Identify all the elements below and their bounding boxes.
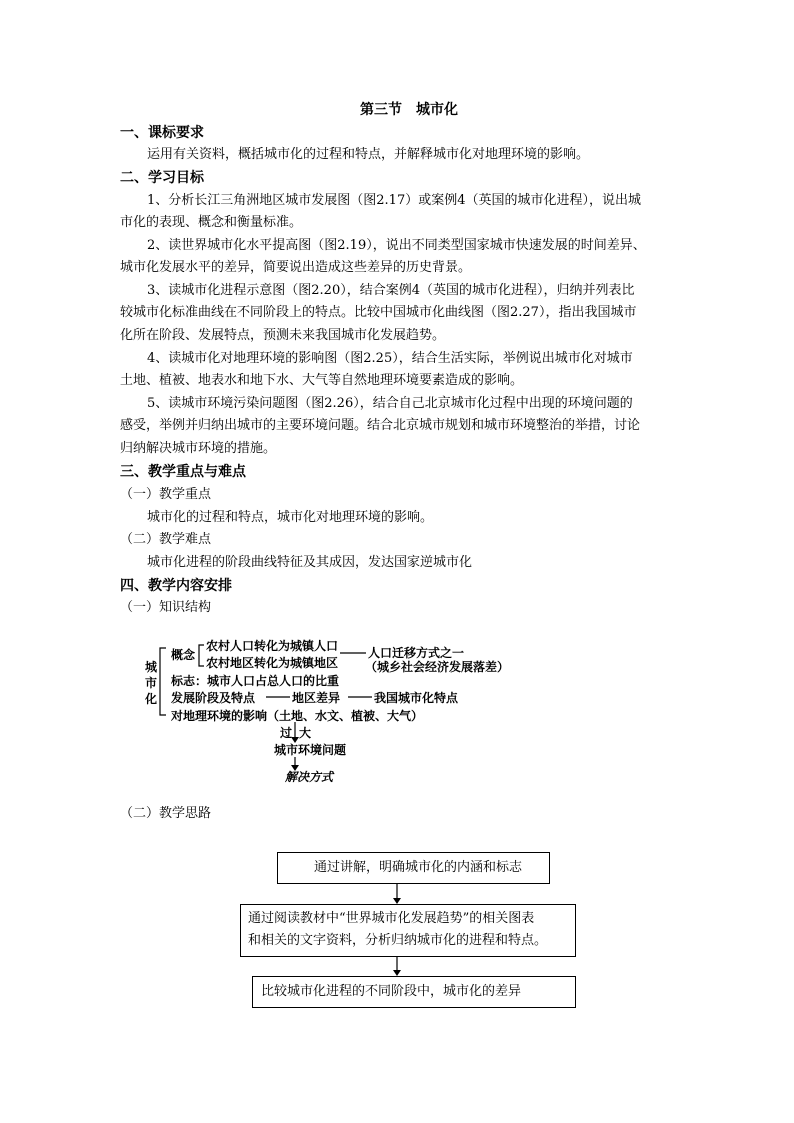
concept-label: 概念 xyxy=(171,648,196,662)
environment-problem: 城市环境问题 xyxy=(274,743,347,757)
concept-population: 农村人口转化为城镇人口 xyxy=(206,639,339,653)
big-label: 大 xyxy=(299,726,312,740)
goal-4-line-2: 土地、植被、地表水和地下水、大气等自然地理环境要素造成的影响。 xyxy=(120,373,524,388)
subheading-key-points: （一）教学重点 xyxy=(120,487,212,502)
flow-step-3 xyxy=(252,976,576,1008)
key-points-body: 城市化的过程和特点，城市化对地理环境的影响。 xyxy=(147,510,434,525)
goal-1-line-2: 市化的表现、概念和衡量标准。 xyxy=(120,215,303,230)
flow-step-2 xyxy=(240,904,576,957)
subheading-teaching-approach: （二）教学思路 xyxy=(120,806,212,821)
goal-5-line-2: 感受，举例并归纳出城市的主要环境问题。结合北京城市规划和城市环境整治的举措，讨论 xyxy=(120,418,641,433)
subheading-difficulties: （二）教学难点 xyxy=(120,532,212,547)
excess-label: 过 xyxy=(280,726,293,740)
flow-step-1-text: 通过讲解，明确城市化的内涵和标志 xyxy=(314,860,523,875)
goal-2-line-1: 2、读世界城市化水平提高图（图2.19），说出不同类型国家城市快速发展的时间差异、 xyxy=(147,238,646,253)
section-heading-2: 二、学习目标 xyxy=(120,170,204,186)
knowledge-root: 城 市 化 xyxy=(145,660,158,706)
regional-difference: 地区差异 xyxy=(292,691,341,705)
flow-step-2-line-1: 通过阅读教材中“世界城市化发展趋势”的相关图表 xyxy=(248,911,535,926)
goal-1-line-1: 1、分析长江三角洲地区城市发展图（图2.17）或案例4（英国的城市化进程），说出城 xyxy=(147,193,641,208)
migration-note: 人口迁移方式之一 xyxy=(368,646,465,660)
flow-step-2-line-2: 和相关的文字资料，分析归纳城市化的进程和特点。 xyxy=(248,933,548,948)
flow-step-3-text: 比较城市化进程的不同阶段中，城市化的差异 xyxy=(261,984,522,999)
section-heading-4: 四、教学内容安排 xyxy=(120,578,232,594)
section-heading-3: 三、教学重点与难点 xyxy=(120,464,246,480)
environment-impact: 对地理环境的影响（土地、水文、植被、大气） xyxy=(171,709,424,723)
flow-step-1 xyxy=(277,852,550,884)
goal-3-line-3: 化所在阶段、发展特点，预测未来我国城市化发展趋势。 xyxy=(120,328,446,343)
subheading-knowledge-structure: （一）知识结构 xyxy=(120,600,212,615)
difficulties-body: 城市化进程的阶段曲线特征及其成因，发达国家逆城市化 xyxy=(147,555,473,570)
goal-3-line-2: 较城市化标准曲线在不同阶段上的特点。比较中国城市化曲线图（图2.27），指出我国城市 xyxy=(120,305,637,320)
section-heading-1: 一、课标要求 xyxy=(120,125,204,141)
goal-4-line-1: 4、读城市化对地理环境的影响图（图2.25），结合生活实际，举例说出城市化对城市 xyxy=(147,351,633,366)
urbanization-marker: 标志：城市人口占总人口的比重 xyxy=(171,674,340,688)
goal-2-line-2: 城市化发展水平的差异，简要说出造成这些差异的历史背景。 xyxy=(120,260,472,275)
solution-methods: 解决方式 xyxy=(285,770,334,784)
china-characteristics: 我国城市化特点 xyxy=(374,691,459,705)
section-body-1: 运用有关资料，概括城市化的过程和特点，并解释城市化对地理环境的影响。 xyxy=(147,147,590,162)
goal-5-line-1: 5、读城市环境污染问题图（图2.26），结合自己北京城市化过程中出现的环境问题的 xyxy=(147,396,633,411)
goal-5-line-3: 归纳解决城市环境的措施。 xyxy=(120,441,277,456)
goal-3-line-1: 3、读城市化进程示意图（图2.20），结合案例4（英国的城市化进程），归纳并列表比 xyxy=(147,283,635,298)
page-title: 第三节 城市化 xyxy=(360,102,458,118)
urban-rural-gap: （城乡社会经济发展落差） xyxy=(365,660,510,674)
development-stages: 发展阶段及特点 xyxy=(171,691,256,705)
concept-area: 农村地区转化为城镇地区 xyxy=(206,656,339,670)
